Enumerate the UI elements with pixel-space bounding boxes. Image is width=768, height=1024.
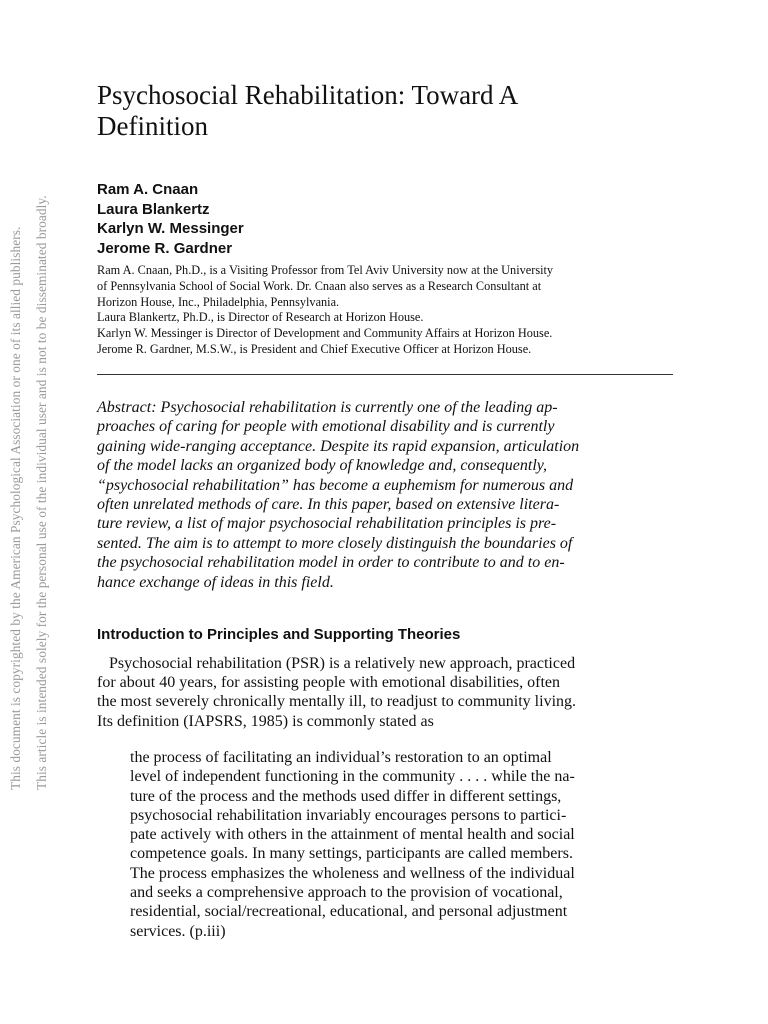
author-list: [97, 180, 244, 258]
title-line: Psychosocial Rehabilitation: Toward A: [97, 80, 519, 110]
quote-line: competence goals. In many settings, participants are called members.: [130, 845, 573, 863]
abstract-line: hance exchange of ideas in this field.: [97, 573, 334, 591]
author-name: Ram A. Cnaan: [97, 181, 199, 198]
quote-line: psychosocial rehabilitation invariably encourages persons to partici-: [130, 806, 567, 824]
affiliation-line: of Pennsylvania School of Social Work. Dr. Cnaan also serves as a Research Consultant at: [97, 278, 542, 293]
quote-line: ture of the process and the methods used differ in different settings,: [130, 787, 562, 805]
abstract-line: often unrelated methods of care. In this paper, based on extensive litera-: [97, 496, 560, 514]
abstract-line: of the model lacks an organized body of knowledge and, consequently,: [97, 457, 547, 475]
abstract-line: “psychosocial rehabilitation” has become a euphemism for numerous and: [97, 476, 574, 494]
title-line: Definition: [97, 111, 208, 141]
affiliation-line: Horizon House, Inc., Philadelphia, Pennsylvania.: [97, 294, 340, 309]
copyright-notice: This document is copyrighted by the American Psychological Association or one of its allied publishers.: [8, 226, 23, 790]
paragraph-line: Its definition (IAPSRS, 1985) is commonly stated as: [97, 712, 434, 730]
author-name: Jerome R. Gardner: [97, 239, 233, 257]
divider: [97, 374, 673, 375]
affiliation-line: Laura Blankertz, Ph.D., is Director of Research at Horizon House.: [97, 310, 424, 325]
article-title: [97, 80, 697, 142]
paragraph-line: the most severely chronically mentally ill, to readjust to community living.: [97, 693, 577, 711]
quote-line: The process emphasizes the wholeness and wellness of the individual: [130, 864, 575, 882]
author-name: Karlyn W. Messinger: [97, 220, 244, 237]
paragraph-line: Psychosocial rehabilitation (PSR) is a relatively new approach, practiced: [97, 655, 576, 672]
abstract-line: gaining wide-ranging acceptance. Despite its rapid expansion, articulation: [97, 437, 580, 455]
author-name: Laura Blankertz: [97, 200, 210, 218]
section-heading: Introduction to Principles and Supporting Theories: [97, 626, 461, 643]
quote-line: the process of facilitating an individual’s restoration to an optimal: [130, 749, 552, 766]
author-affiliations: [97, 263, 682, 358]
quote-line: pate actively with others in the attainment of mental health and social: [130, 826, 575, 844]
abstract-line: proaches of caring for people with emotional disability and is currently: [97, 418, 555, 436]
intro-paragraph: [97, 654, 677, 731]
abstract: [97, 398, 677, 592]
abstract-line: ture review, a list of major psychosocial rehabilitation principles is pre-: [97, 515, 557, 533]
block-quote: [130, 748, 675, 941]
abstract-line: the psychosocial rehabilitation model in order to contribute to and to en-: [97, 554, 565, 572]
paragraph-line: for about 40 years, for assisting people with emotional disabilities, often: [97, 674, 561, 692]
abstract-line: sented. The aim is to attempt to more closely distinguish the boundaries of: [97, 534, 573, 552]
quote-line: level of independent functioning in the community . . . . while the na-: [130, 768, 575, 786]
usage-notice: This article is intended solely for the personal use of the individual user and is not to be disseminated broadly.: [34, 195, 49, 790]
quote-line: and seeks a comprehensive approach to the provision of vocational,: [130, 884, 563, 902]
affiliation-line: Jerome R. Gardner, M.S.W., is President and Chief Executive Officer at Horizon House.: [97, 341, 532, 356]
abstract-line: Abstract: Psychosocial rehabilitation is currently one of the leading ap-: [97, 399, 558, 416]
quote-line: services. (p.iii): [130, 922, 226, 940]
affiliation-line: Karlyn W. Messinger is Director of Development and Community Affairs at Horizon House.: [97, 326, 553, 341]
quote-line: residential, social/recreational, educational, and personal adjustment: [130, 903, 568, 921]
affiliation-line: Ram A. Cnaan, Ph.D., is a Visiting Professor from Tel Aviv University now at the University: [97, 263, 554, 277]
